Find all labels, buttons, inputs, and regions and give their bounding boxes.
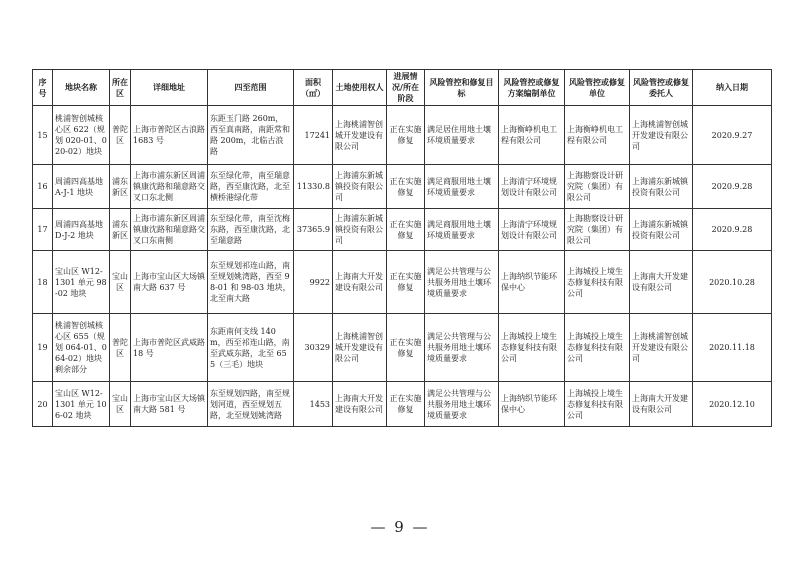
cell-address: 上海市宝山区大场镇南大路 637 号 (131, 251, 208, 314)
cell-land-user: 上海桃浦智创城开发建设有限公司 (333, 314, 387, 382)
table-row (33, 251, 772, 314)
cell-date: 2020.10.28 (693, 251, 772, 314)
cell-client: 上海南大开发建设有限公司 (630, 382, 693, 427)
cell-area: 1453 (294, 382, 333, 427)
cell-client: 上海桃浦智创城开发建设有限公司 (630, 106, 693, 165)
header-cell: 风险管控或修复委托人 (630, 70, 693, 106)
cell-progress: 正在实施修复 (387, 314, 425, 382)
header-cell: 详细地址 (131, 70, 208, 106)
header-cell: 风险管控或修复单位 (565, 70, 630, 106)
cell-client: 上海桃浦智创城开发建设有限公司 (630, 314, 693, 382)
remediation-table (32, 69, 772, 427)
cell-progress: 正在实施修复 (387, 251, 425, 314)
cell-district: 浦东新区 (110, 165, 131, 209)
cell-district: 宝山区 (110, 251, 131, 314)
cell-land-user: 上海浦东新城镇投资有限公司 (333, 165, 387, 209)
cell-district: 普陀区 (110, 106, 131, 165)
cell-remediation-unit: 上海城投上境生态修复科技有限公司 (565, 314, 630, 382)
cell-target: 满足商服用地土壤环境质量要求 (425, 209, 499, 251)
cell-progress: 正在实施修复 (387, 165, 425, 209)
cell-area: 17241 (294, 106, 333, 165)
cell-boundaries: 东至规划祁连山路，南至规划姚湾路，西至 98-01 和 98-03 地块，北至南大路 (208, 251, 294, 314)
cell-target: 满足公共管理与公共服务用地土壤环境质量要求 (425, 314, 499, 382)
cell-address: 上海市浦东新区周浦镇康沈路和瑞意路交叉口东北侧 (131, 165, 208, 209)
cell-boundaries: 东至绿化带，南至瑞意路，西至康沈路，北至横桥港绿化带 (208, 165, 294, 209)
header-cell: 风险管控或修复方案编制单位 (499, 70, 565, 106)
header-cell: 序号 (33, 70, 53, 106)
cell-address: 上海市浦东新区周浦镇康沈路和瑞意路交叉口东南侧 (131, 209, 208, 251)
table-row (33, 382, 772, 427)
cell-client: 上海浦东新城镇投资有限公司 (630, 209, 693, 251)
cell-plot-name: 桃浦智创城核心区 622（规划 020-01、020-02）地块 (53, 106, 110, 165)
cell-boundaries: 东距玉门路 260m，西至真南路，南距常和路 200m，北临古浪路 (208, 106, 294, 165)
header-cell: 进展情况/所在阶段 (387, 70, 425, 106)
cell-index: 20 (33, 382, 53, 427)
header-cell: 地块名称 (53, 70, 110, 106)
header-cell: 风险管控和修复目标 (425, 70, 499, 106)
cell-target: 满足公共管理与公共服务用地土壤环境质量要求 (425, 382, 499, 427)
cell-plan-unit: 上海清宁环境规划设计有限公司 (499, 165, 565, 209)
cell-index: 16 (33, 165, 53, 209)
header-cell: 四至范围 (208, 70, 294, 106)
cell-progress: 正在实施修复 (387, 382, 425, 427)
cell-remediation-unit: 上海城投上境生态修复科技有限公司 (565, 382, 630, 427)
cell-remediation-unit: 上海勘察设计研究院（集团）有限公司 (565, 165, 630, 209)
cell-remediation-unit: 上海城投上境生态修复科技有限公司 (565, 251, 630, 314)
cell-client: 上海浦东新城镇投资有限公司 (630, 165, 693, 209)
cell-land-user: 上海南大开发建设有限公司 (333, 382, 387, 427)
cell-plot-name: 周浦四高基地 D-J-2 地块 (53, 209, 110, 251)
table-row (33, 165, 772, 209)
cell-area: 30329 (294, 314, 333, 382)
cell-district: 浦东新区 (110, 209, 131, 251)
cell-target: 满足商服用地土壤环境质量要求 (425, 165, 499, 209)
cell-address: 上海市普陀区武威路 18 号 (131, 314, 208, 382)
cell-plot-name: 宝山区 W12-1301 单元 98-02 地块 (53, 251, 110, 314)
cell-district: 普陀区 (110, 314, 131, 382)
cell-address: 上海市宝山区大场镇南大路 581 号 (131, 382, 208, 427)
cell-plan-unit: 上海衡峥机电工程有限公司 (499, 106, 565, 165)
cell-date: 2020.9.28 (693, 165, 772, 209)
cell-progress: 正在实施修复 (387, 209, 425, 251)
cell-plan-unit: 上海城投上境生态修复科技有限公司 (499, 314, 565, 382)
cell-client: 上海南大开发建设有限公司 (630, 251, 693, 314)
cell-plot-name: 桃浦智创城核心区 655（规划 064-01、064-02）地块剩余部分 (53, 314, 110, 382)
cell-district: 宝山区 (110, 382, 131, 427)
cell-index: 15 (33, 106, 53, 165)
cell-boundaries: 东至规划四路，南至规划河道，西至规划五路，北至规划姚湾路 (208, 382, 294, 427)
cell-boundaries: 东距南何支线 140m，西至祁连山路，南至武威东路，北至 655（三毛）地块 (208, 314, 294, 382)
cell-index: 18 (33, 251, 53, 314)
header-cell: 所在区 (110, 70, 131, 106)
cell-index: 19 (33, 314, 53, 382)
header-cell: 纳入日期 (693, 70, 772, 106)
cell-remediation-unit: 上海衡峥机电工程有限公司 (565, 106, 630, 165)
cell-plan-unit: 上海清宁环境规划设计有限公司 (499, 209, 565, 251)
table-row (33, 106, 772, 165)
cell-date: 2020.9.28 (693, 209, 772, 251)
cell-address: 上海市普陀区古浪路 1683 号 (131, 106, 208, 165)
cell-plot-name: 宝山区 W12-1301 单元 106-02 地块 (53, 382, 110, 427)
cell-remediation-unit: 上海勘察设计研究院（集团）有限公司 (565, 209, 630, 251)
header-cell: 土地使用权人 (333, 70, 387, 106)
cell-date: 2020.12.10 (693, 382, 772, 427)
cell-land-user: 上海桃浦智创城开发建设有限公司 (333, 106, 387, 165)
cell-plan-unit: 上海纳织节能环保中心 (499, 382, 565, 427)
cell-date: 2020.9.27 (693, 106, 772, 165)
cell-progress: 正在实施修复 (387, 106, 425, 165)
cell-boundaries: 东至绿化带，南至沈梅东路，西至康沈路，北至瑞意路 (208, 209, 294, 251)
table-row (33, 314, 772, 382)
cell-area: 11330.8 (294, 165, 333, 209)
cell-plan-unit: 上海纳织节能环保中心 (499, 251, 565, 314)
table-header-row (33, 70, 772, 106)
cell-land-user: 上海浦东新城镇投资有限公司 (333, 209, 387, 251)
cell-area: 9922 (294, 251, 333, 314)
header-cell: 面积（㎡） (294, 70, 333, 106)
cell-index: 17 (33, 209, 53, 251)
cell-plot-name: 周浦四高基地 A-J-1 地块 (53, 165, 110, 209)
cell-date: 2020.11.18 (693, 314, 772, 382)
cell-target: 满足居住用地土壤环境质量要求 (425, 106, 499, 165)
cell-land-user: 上海南大开发建设有限公司 (333, 251, 387, 314)
cell-target: 满足公共管理与公共服务用地土壤环境质量要求 (425, 251, 499, 314)
page-number: — 9 — (370, 518, 430, 536)
table-row (33, 209, 772, 251)
cell-area: 37365.9 (294, 209, 333, 251)
